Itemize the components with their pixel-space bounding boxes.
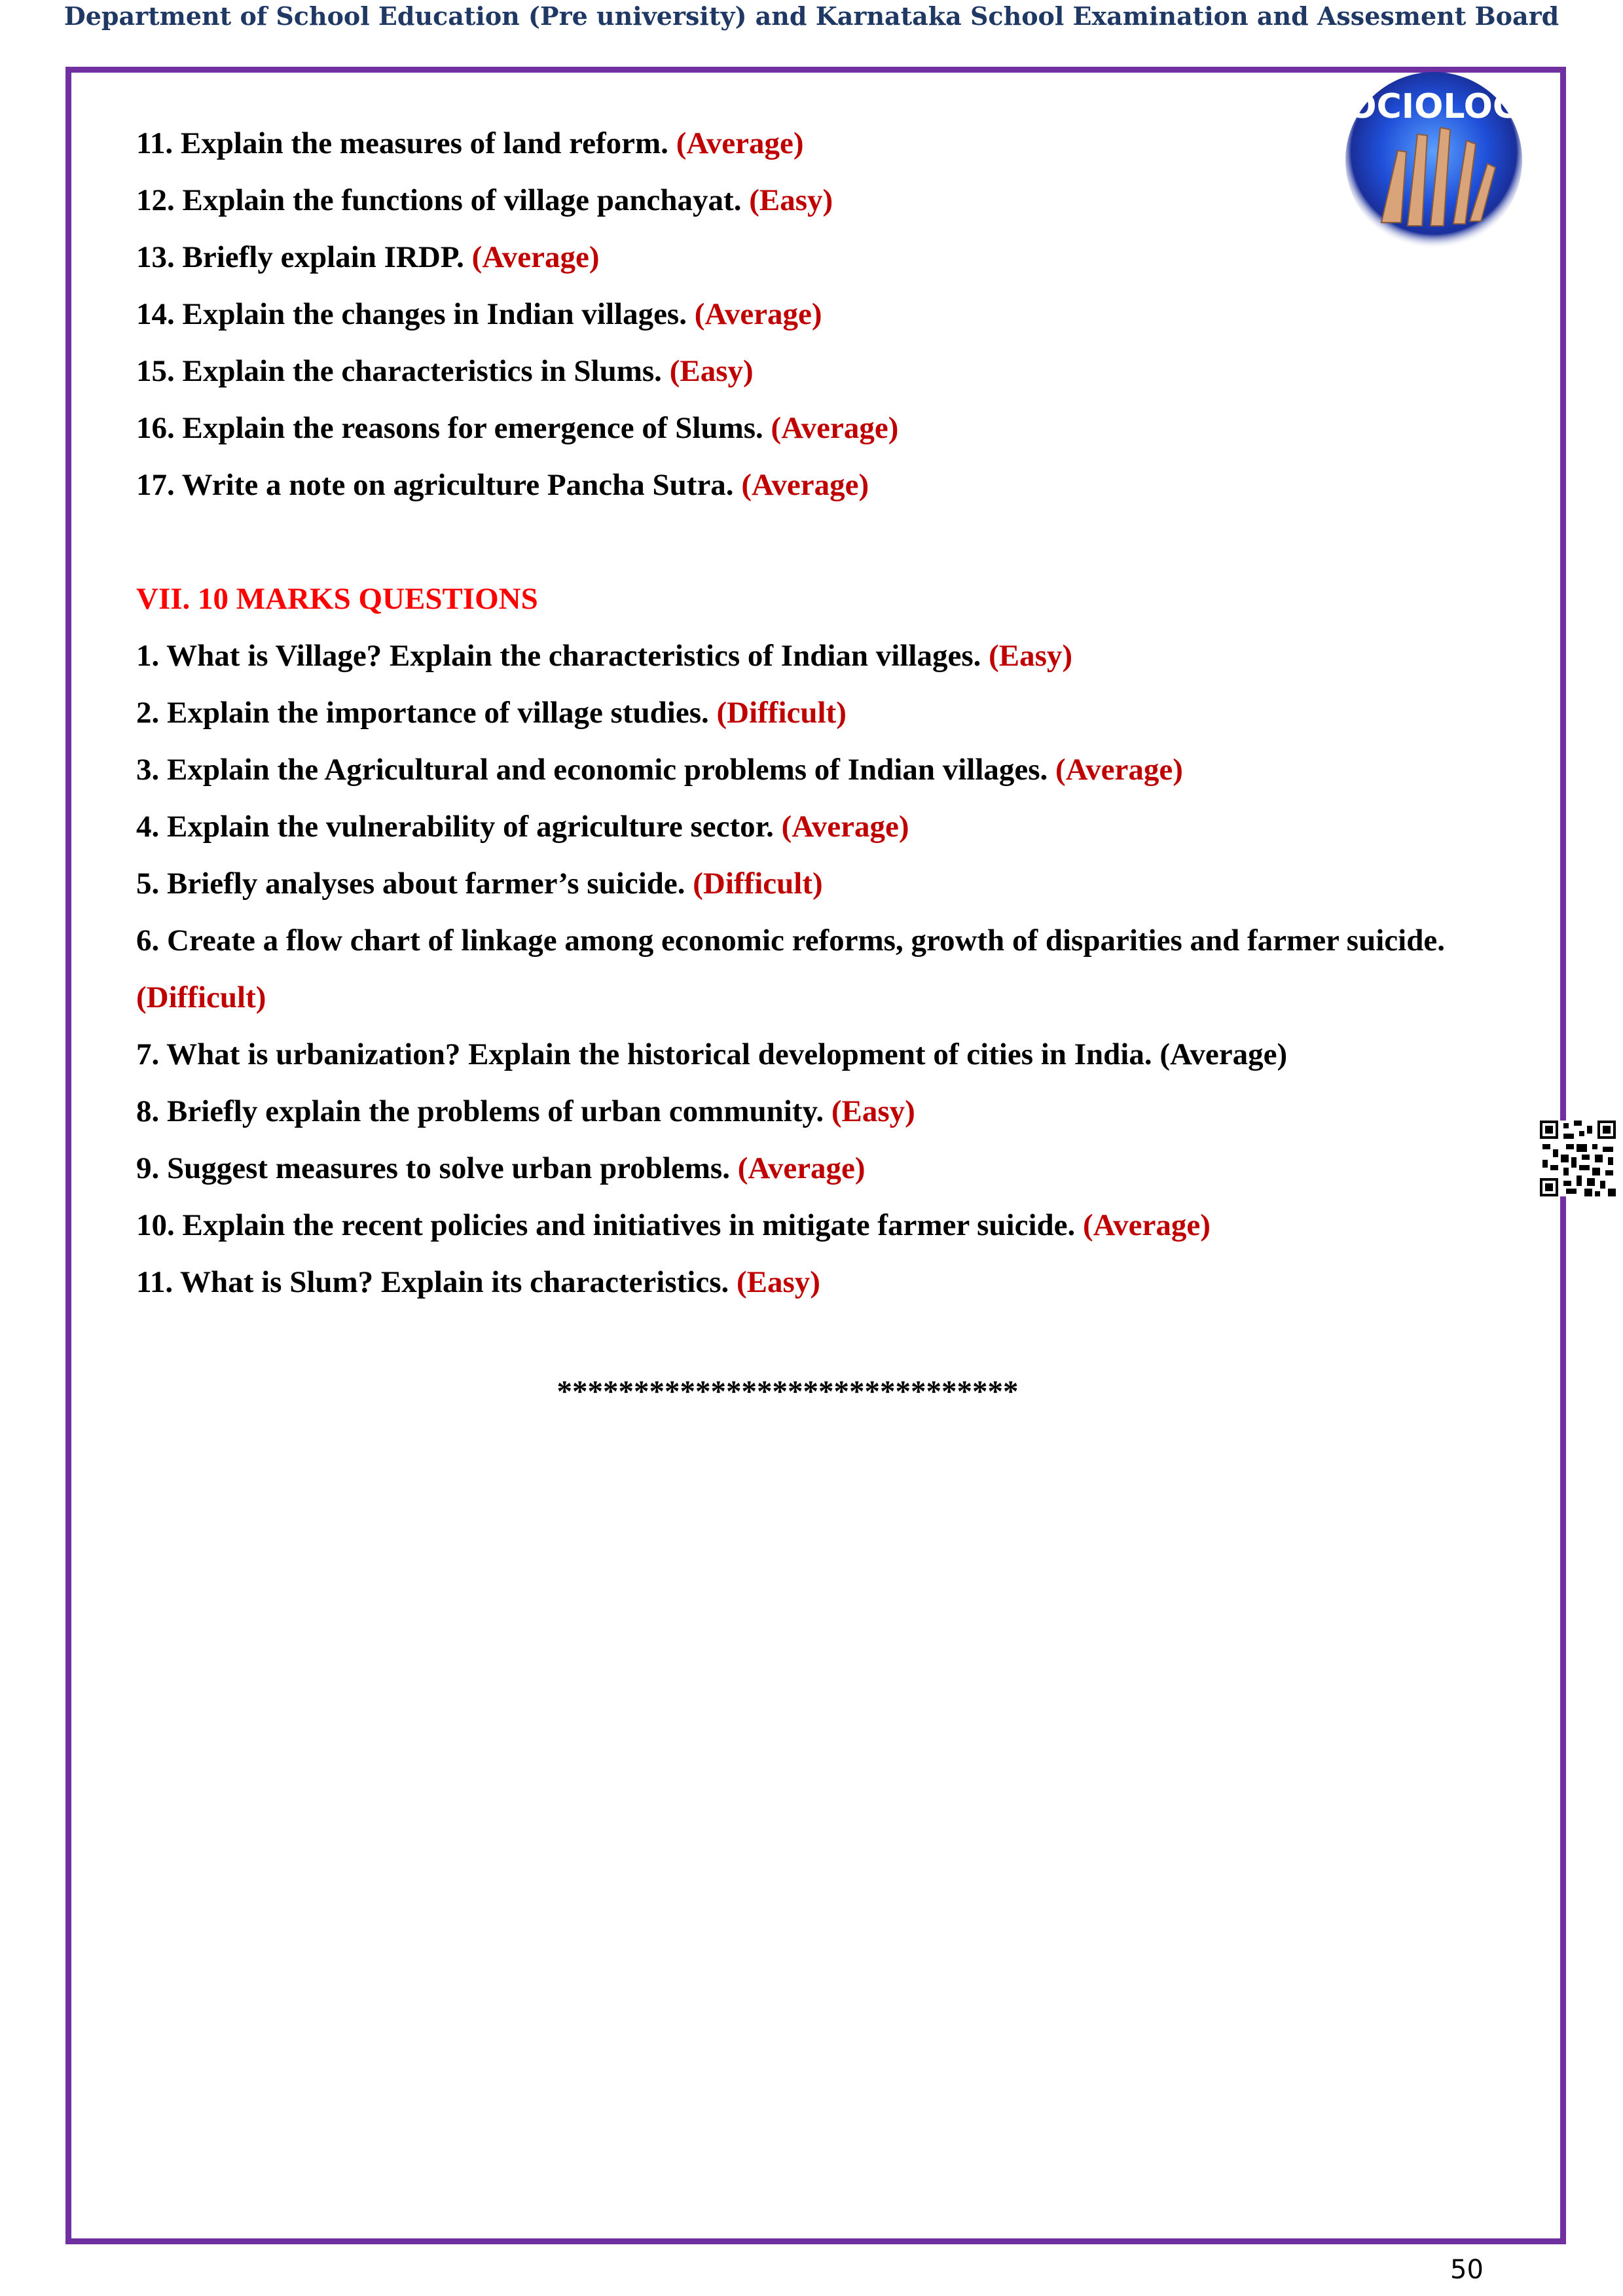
question-10m-9: 9. Suggest measures to solve urban problems. (Average) xyxy=(136,1151,866,1185)
question-17: 17. Write a note on agriculture Pancha Sutra. (Average) xyxy=(136,468,869,502)
difficulty-label: (Difficult) xyxy=(716,696,847,730)
question-10m-8: 8. Briefly explain the problems of urban community. (Easy) xyxy=(136,1094,915,1128)
separator-stars: ****************************** xyxy=(556,1374,1019,1408)
difficulty-label: (Easy) xyxy=(736,1265,820,1299)
svg-text:SOCIOLOGY: SOCIOLOGY xyxy=(1322,87,1545,126)
question-10m-10: 10. Explain the recent policies and initiatives in mitigate farmer suicide. (Average) xyxy=(136,1208,1211,1242)
question-10m-3: 3. Explain the Agricultural and economic problems of Indian villages. (Average) xyxy=(136,753,1183,787)
page-header: Department of School Education (Pre university) and Karnataka School Examination and Assesment Board xyxy=(64,1,1559,31)
difficulty-label: (Average) xyxy=(1083,1208,1211,1242)
question-10m-5: 5. Briefly analyses about farmer’s suicide. (Difficult) xyxy=(136,867,823,901)
question-13: 13. Briefly explain IRDP. (Average) xyxy=(136,240,600,274)
page-content xyxy=(136,115,1557,1420)
question-10m-2: 2. Explain the importance of village studies. (Difficult) xyxy=(136,696,847,730)
difficulty-label: (Difficult) xyxy=(693,867,823,901)
question-10m-7: 7. What is urbanization? Explain the historical development of cities in India. (Average) xyxy=(136,1037,1288,1071)
difficulty-label: (Average) xyxy=(781,810,909,844)
question-10m-11: 11. What is Slum? Explain its characteristics. (Easy) xyxy=(136,1265,820,1299)
difficulty-label: (Average) xyxy=(471,240,600,274)
question-10m-6-difficulty: (Difficult) xyxy=(136,980,266,1014)
question-10m-6: 6. Create a flow chart of linkage among economic reforms, growth of disparities and farmer suicide. xyxy=(136,924,1445,958)
section-title: VII. 10 MARKS QUESTIONS xyxy=(136,582,538,616)
question-14: 14. Explain the changes in Indian villages. (Average) xyxy=(136,297,822,331)
page-number: 50 xyxy=(1450,2255,1484,2285)
question-10m-1: 1. What is Village? Explain the characteristics of Indian villages. (Easy) xyxy=(136,639,1073,673)
difficulty-label: (Average) xyxy=(771,411,899,445)
difficulty-label: (Easy) xyxy=(749,183,833,217)
difficulty-label: (Easy) xyxy=(669,354,754,388)
difficulty-label: (Average) xyxy=(741,468,869,502)
difficulty-label: (Average) xyxy=(1055,753,1183,787)
question-15: 15. Explain the characteristics in Slums. (Easy) xyxy=(136,354,754,388)
difficulty-label: (Average) xyxy=(676,126,804,160)
question-10m-4: 4. Explain the vulnerability of agriculture sector. (Average) xyxy=(136,810,909,844)
question-16: 16. Explain the reasons for emergence of Slums. (Average) xyxy=(136,411,899,445)
difficulty-label: (Average) xyxy=(737,1151,866,1185)
difficulty-label: (Average) xyxy=(694,297,822,331)
difficulty-label: (Easy) xyxy=(831,1094,915,1128)
question-11: 11. Explain the measures of land reform. (Average) xyxy=(136,126,804,160)
question-12: 12. Explain the functions of village panchayat. (Easy) xyxy=(136,183,833,217)
difficulty-label: (Easy) xyxy=(989,639,1073,673)
